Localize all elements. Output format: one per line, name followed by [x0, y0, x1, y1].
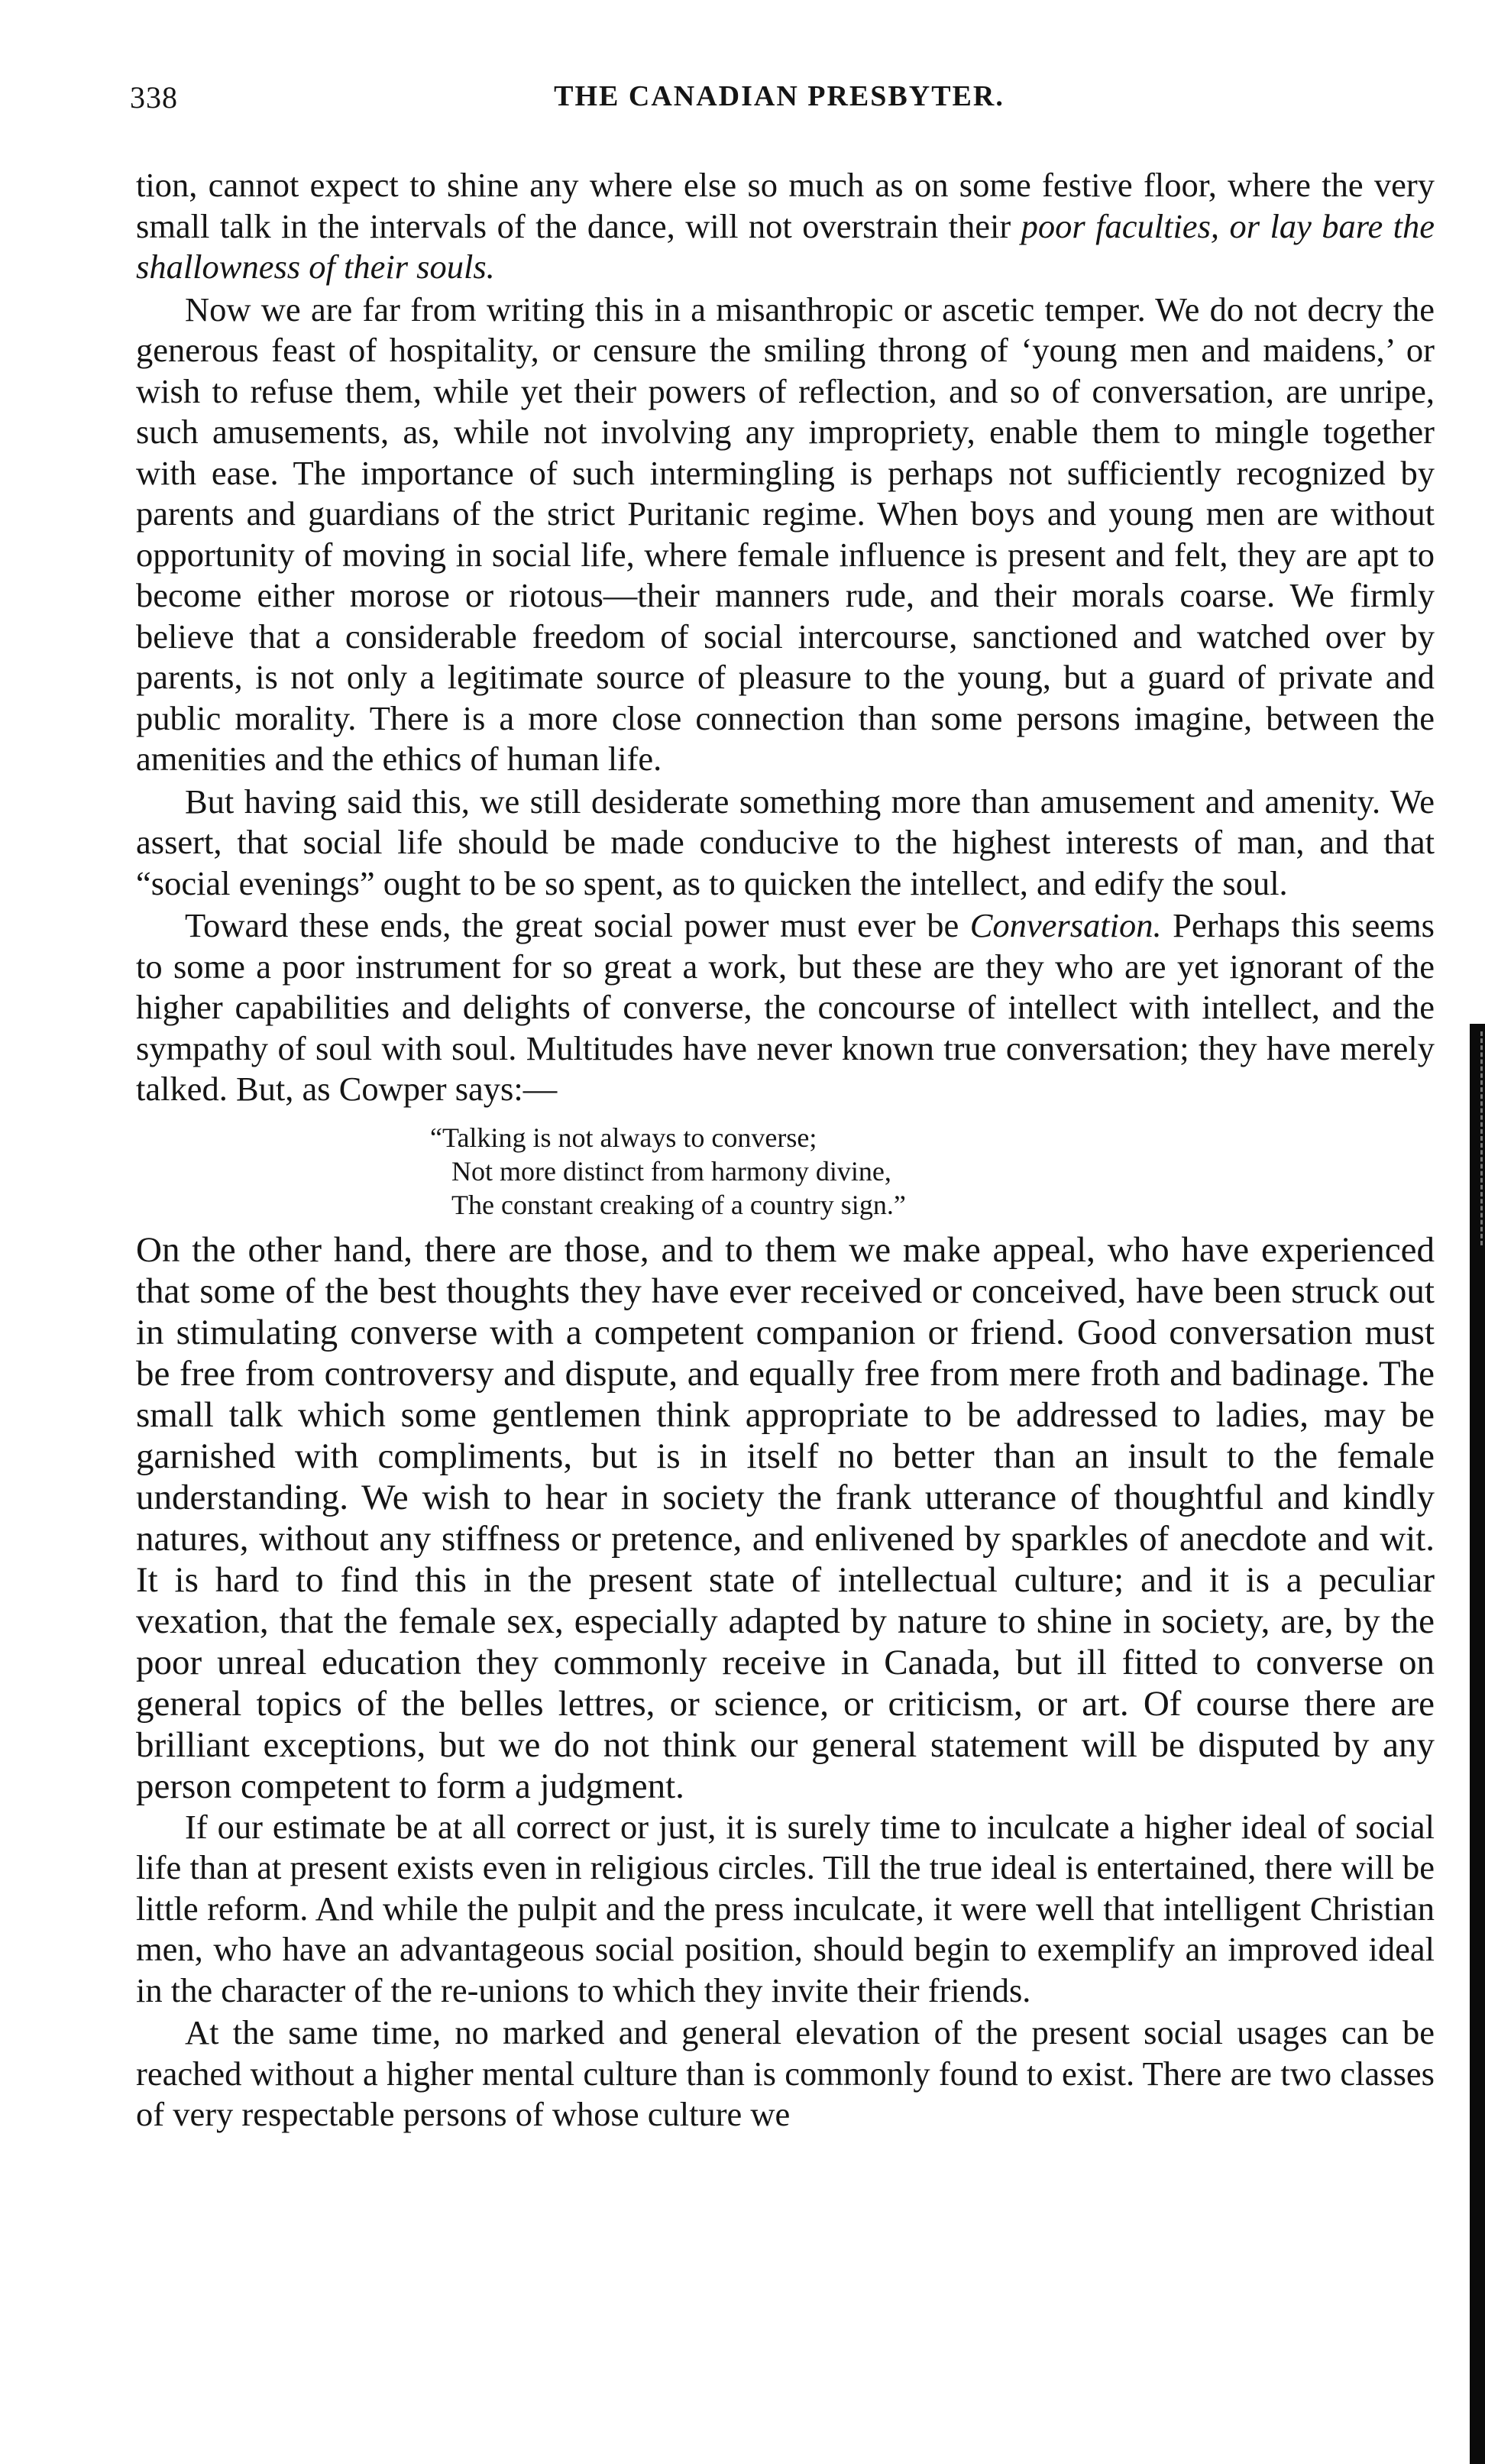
page-number: 338 [130, 80, 178, 115]
quote-line-2: Not more distinct from harmony divine, [451, 1155, 891, 1187]
paragraph-4 [136, 905, 1435, 1110]
paragraph-2: Now we are far from writing this in a misanthropic or ascetic temper. We do not decry the generous feast of hospitality, or censure the smiling throng of ‘young men and maidens,’ or wish to refuse them, while yet their powers of reflection, and so of conversation, are unripe, such amusements, as, while not involving any impropriety, enable them to mingle together with ease. The importance of such intermingling is perhaps not sufficiently recognized by parents and guardians of the strict Puritanic regime. When boys and young men are without opportunity of moving in social life, where female influence is present and felt, they are apt to become either morose or riotous—their manners rude, and their morals coarse. We firmly believe that a considerable freedom of social intercourse, sanctioned and watched over by parents, is not only a legitimate source of pleasure to the young, but a guard of private and public morality. There is a more close connection than some persons imagine, between the amenities and the ethics of human life. [136, 290, 1435, 778]
page-header [130, 79, 1428, 133]
paragraph-1-italic: poor faculties, or lay bare the shallowness of their souls. [136, 206, 1435, 286]
paragraph-7: At the same time, no marked and general elevation of the present social usages can be reached without a higher mental culture than is commonly found to exist. There are two classes of very respectable persons of whose culture we [136, 2013, 1435, 2133]
cowper-quotation [430, 1121, 1435, 1222]
paragraph-4-text-before: Toward these ends, the great social power must ever be [185, 906, 959, 944]
article-body [136, 165, 1435, 2135]
scan-edge-marks [1480, 1031, 1485, 1245]
quote-line-3: The constant creaking of a country sign.” [451, 1189, 906, 1220]
paragraph-1-text: tion, cannot expect to shine any where else so much as on some festive floor, where the very small talk in the intervals of the dance, will not overstrain their [136, 166, 1435, 245]
paragraph-4-italic: Conversation. [969, 906, 1162, 944]
quote-line-1: “Talking is not always to converse; [430, 1122, 817, 1153]
paragraph-1 [136, 165, 1435, 288]
paragraph-5: On the other hand, there are those, and to them we make appeal, who have experienced that some of the best thoughts they have ever received or conceived, have been struck out in stimulating converse with a competent companion or friend. Good conversation must be free from controversy and dispute, and equally free from mere froth and badinage. The small talk which some gentlemen think appropriate to be addressed to ladies, may be garnished with compliments, but is in itself no better than an insult to the female understanding. We wish to hear in society the frank utterance of thoughtful and kindly natures, without any stiffness or pretence, and enlivened by sparkles of anecdote and wit. It is hard to find this in the present state of intellectual culture; and it is a peculiar vexation, that the female sex, especially adapted by nature to shine in society, are, by the poor unreal education they commonly receive in Canada, but ill fitted to converse on general topics of the belles lettres, or science, or criticism, or art. Of course there are brilliant exceptions, but we do not think our general statement will be disputed by any person competent to form a judgment. [136, 1229, 1435, 1806]
paragraph-4-text-after: Perhaps this seems to some a poor instrument for so great a work, but these are they who are yet ignorant of the higher capabilities and delights of converse, the concourse of intellect with intellect, and the sympathy of soul with soul. Multitudes have never known true conversation; they have merely talked. But, as Cowper says:— [136, 906, 1435, 1108]
paragraph-6: If our estimate be at all correct or just, it is surely time to inculcate a higher ideal of social life than at present exists even in religious circles. Till the true ideal is entertained, there will be little reform. And while the pulpit and the press inculcate, it were well that intelligent Christian men, who have an advantageous social position, should begin to exemplify an improved ideal in the character of the re-unions to which they invite their friends. [136, 1807, 1435, 2009]
running-title: THE CANADIAN PRESBYTER. [554, 80, 1005, 112]
paragraph-3: But having said this, we still desiderate something more than amusement and amenity. We assert, that social life should be made conducive to the highest interests of man, and that “social evenings” ought to be so spent, as to quicken the intellect, and edify the soul. [136, 782, 1435, 902]
